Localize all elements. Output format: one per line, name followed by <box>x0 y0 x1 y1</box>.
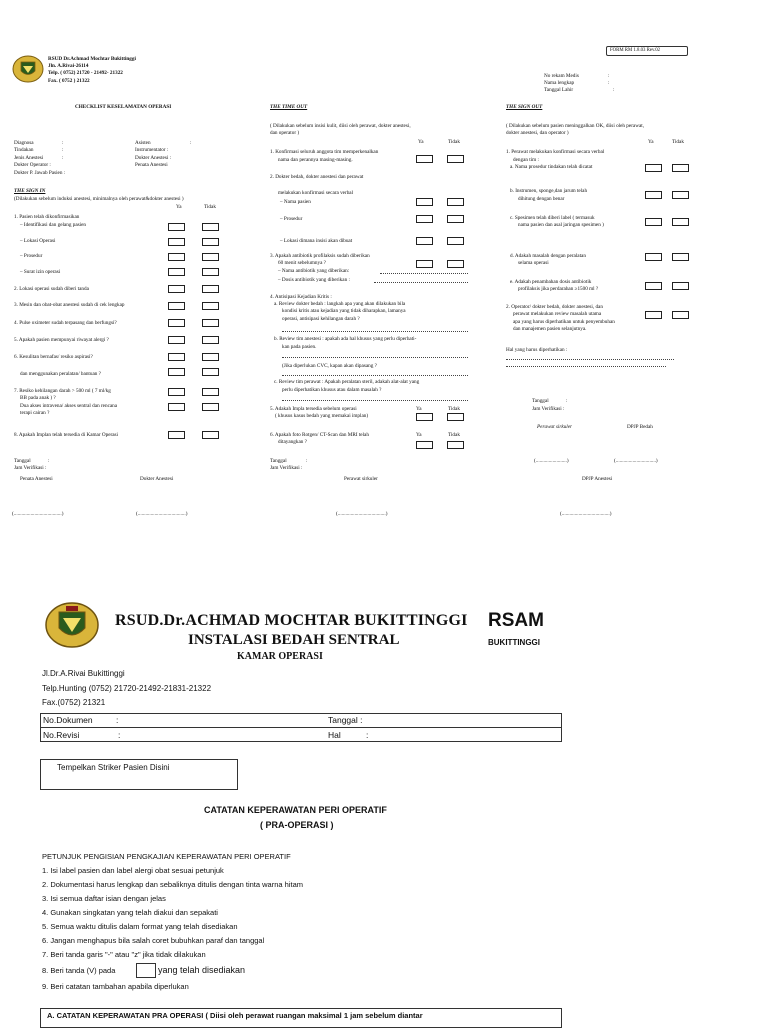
sign-out-sub-d-l2: selama operasi <box>518 260 549 266</box>
sign-out-tanggal-colon: : <box>566 398 568 404</box>
sign-out-item-2-l1: 2. Operator/ dokter bedah, dokter anestesi, dan <box>506 304 603 310</box>
sign-in-item-4: 4. Pulse oximeter sudah terpasang dan berfungsi? <box>14 320 117 326</box>
checkbox-ya-implan[interactable] <box>168 431 185 439</box>
time-out-heading: THE TIME OUT <box>270 104 308 110</box>
checkbox-tidak-tanda[interactable] <box>202 285 219 293</box>
checkbox-ya-foto[interactable] <box>416 441 433 449</box>
checkbox-tidak-prosedur-timeout[interactable] <box>447 215 464 223</box>
hal-label: Hal <box>328 730 341 740</box>
checkbox-tidak-alergi[interactable] <box>202 336 219 344</box>
antibiotik-dosis-line[interactable] <box>374 282 468 283</box>
time-out-item-5-l1: 5. Adakah Impla tersedia sebelum operasi <box>270 406 357 412</box>
time-out-tidak-header: Tidak <box>448 139 460 145</box>
field-dokter-pj: Dokter P. Jawab Pasien : <box>14 170 66 176</box>
cvc-line[interactable] <box>282 375 468 376</box>
sign-out-sig-line-b: (...............................) <box>614 458 658 464</box>
review-anestesi-line[interactable] <box>282 357 468 358</box>
checkbox-tidak-antibiotik[interactable] <box>447 260 464 268</box>
petunjuk-item-9: 9. Beri catatan tambahan apabila diperlukan <box>42 982 189 991</box>
field-tindakan-colon: : <box>62 147 64 153</box>
time-out-item-1-l1: 1. Konfirmasi seluruh anggota tim memperkenalkan <box>270 149 379 155</box>
checkbox-tidak-perkenalan[interactable] <box>447 155 464 163</box>
petunjuk-item-4: 4. Gunakan singkatan yang telah diakui dan sepakati <box>42 908 218 917</box>
bottom-address: Jl.Dr.A.Rivai Bukittinggi <box>42 669 125 678</box>
checkbox-tidak-surat-izin[interactable] <box>202 268 219 276</box>
petunjuk-check-box[interactable] <box>136 963 156 978</box>
time-out-item-1-l2: nama dan perannya masing-masing. <box>278 157 353 163</box>
checkbox-ya-lokasi-insisi[interactable] <box>416 237 433 245</box>
bottom-phone: Telp.Hunting (0752) 21720-21492-21831-21322 <box>42 684 212 693</box>
checkbox-tidak-dosis-tambah[interactable] <box>672 282 689 290</box>
time-out-note-l1: ( Dilakukan sebelum insisi kulit, diisi oleh perawat, dokter anestesi, <box>270 123 411 129</box>
checkbox-ya-bantuan[interactable] <box>168 368 185 376</box>
checkbox-ya-mesin[interactable] <box>168 302 185 310</box>
time-out-item-6-tidak: Tidak <box>448 432 460 438</box>
patient-name-colon: : <box>608 80 610 86</box>
checkbox-ya-instrumen[interactable] <box>645 191 662 199</box>
sign-out-sub-d-l1: d. Adakah masalah dengan peralatan <box>510 253 586 259</box>
checkbox-tidak-identifikasi[interactable] <box>202 223 219 231</box>
time-out-item-4a-l1: a. Review dokter bedah : langkah apa yang akan dilakukan bila <box>274 301 406 307</box>
rsam-logo-text: RSAM <box>488 610 544 631</box>
time-out-item-4a-l3: operasi, antisipasi kehilangan darah ? <box>282 316 360 322</box>
sign-out-sig-perawat: Perawat sirkuler <box>537 424 573 430</box>
checkbox-ya-review-masalah[interactable] <box>645 311 662 319</box>
patient-no-rm-colon: : <box>608 73 610 79</box>
checkbox-tidak-masalah-alat[interactable] <box>672 253 689 261</box>
field-diagnosa: Diagnosa <box>14 140 34 146</box>
checkbox-tidak-mesin[interactable] <box>202 302 219 310</box>
checkbox-tidak-nama-pasien[interactable] <box>447 198 464 206</box>
time-out-item-4: 4. Antisipasi Kejadian Kritis : <box>270 294 332 300</box>
checkbox-tidak-bantuan[interactable] <box>202 368 219 376</box>
checkbox-tidak-aspirasi[interactable] <box>202 353 219 361</box>
sign-in-item-1: 1. Pasien telah dikonfirmasikan <box>14 214 80 220</box>
checkbox-ya-masalah-alat[interactable] <box>645 253 662 261</box>
checkbox-tidak-lokasi[interactable] <box>202 238 219 246</box>
checkbox-tidak-spesimen[interactable] <box>672 218 689 226</box>
sign-out-sub-a: a. Nama prosedur tindakan telah dicatat <box>510 164 593 170</box>
sign-out-sub-c-l1: c. Spesimen telah diberi label ( termasuk <box>510 215 595 221</box>
small-hospital-fax: Fax. ( 0752 ) 21322 <box>48 78 90 84</box>
time-out-item-2-nama: – Nama pasien <box>280 199 311 205</box>
petunjuk-heading: PETUNJUK PENGISIAN PENGKAJIAN KEPERAWATAN PERI OPERATIF <box>42 852 291 861</box>
field-jenis-anestesi: Jenis Anestesi <box>14 155 44 161</box>
time-out-item-4b-l2: kan pada pasien. <box>282 344 317 350</box>
document-info-divider <box>41 727 561 728</box>
sticker-box[interactable] <box>40 759 238 790</box>
sign-out-sig-dpjp-bedah: DPJP Bedah <box>627 424 653 430</box>
kamar-title: KAMAR OPERASI <box>237 651 323 662</box>
time-out-item-3-l2: 60 menit sebelumnya ? <box>278 260 326 266</box>
sign-out-heading: THE SIGN OUT <box>506 104 543 110</box>
sign-out-sig-line-c: (.....................................) <box>560 511 612 517</box>
hal-line-2[interactable] <box>506 366 666 367</box>
checkbox-tidak-lokasi-insisi[interactable] <box>447 237 464 245</box>
time-out-note-l2: dan operator ) <box>270 130 300 136</box>
sign-in-sig-line-2: (.....................................) <box>136 511 188 517</box>
petunjuk-item-5: 5. Semua waktu ditulis dalam format yang telah disediakan <box>42 922 238 931</box>
time-out-tanggal: Tanggal <box>270 458 287 464</box>
small-hospital-address: Jln. A.Rivai-26114 <box>48 63 89 69</box>
form-code-box <box>606 46 688 56</box>
checkbox-ya-aspirasi[interactable] <box>168 353 185 361</box>
petunjuk-item-2: 2. Dokumentasi harus lengkap dan sebaliknya ditulis dengan tinta warna hitam <box>42 880 303 889</box>
checkbox-ya-spesimen[interactable] <box>645 218 662 226</box>
checkbox-ya-antibiotik[interactable] <box>416 260 433 268</box>
field-diagnosa-colon: : <box>62 140 64 146</box>
time-out-item-2: 2. Dokter bedah, dokter anestesi dan perawat <box>270 174 364 180</box>
checkbox-ya-alergi[interactable] <box>168 336 185 344</box>
sign-in-item-1d: – Surat izin operasi <box>20 269 61 275</box>
field-instrumentator: Instrumentator : <box>135 147 169 153</box>
hospital-logo-icon <box>12 54 44 84</box>
checkbox-ya-darah[interactable] <box>168 388 185 396</box>
hospital-title: RSUD.Dr.ACHMAD MOCHTAR BUKITTINGGI <box>115 612 468 629</box>
field-tindakan: Tindakan <box>14 147 34 153</box>
sign-in-tidak-header: Tidak <box>204 204 216 210</box>
checkbox-tidak-review-masalah[interactable] <box>672 311 689 319</box>
time-out-item-2b: melakukan konfirmasi secara verbal <box>278 190 354 196</box>
checkbox-tidak-darah[interactable] <box>202 388 219 396</box>
hal-line-1[interactable] <box>506 359 674 360</box>
sign-in-item-3: 3. Mesin dan obat-obat anestesi sudah di cek lengkap <box>14 302 125 308</box>
form-code: FORM RM 1.8.03 Rev.02 <box>610 48 661 53</box>
sign-in-sig-penata: Penata Anestesi <box>20 476 53 482</box>
time-out-item-4a-l2: kondisi kritis atau kejadian yang tidak diharapkan, lamanya <box>282 308 406 314</box>
sign-out-hal: Hal yang harus diperhatikan : <box>506 347 568 353</box>
checklist-title: CHECKLIST KESELAMATAN OPERASI <box>75 104 172 110</box>
sign-in-item-6: 6. Kesulitan bernafas/ resiko aspirasi? <box>14 354 93 360</box>
time-out-item-3-l1: 3. Apakah antibiotik profilaksis sudah diberikan <box>270 253 370 259</box>
checkbox-ya-akses[interactable] <box>168 403 185 411</box>
sign-in-item-7-l4: terapi cairan ? <box>20 410 50 416</box>
time-out-item-4b-l1: b. Review tim anestesi : apakah ada hal khusus yang perlu diperhati- <box>274 336 417 342</box>
sign-out-tidak-header: Tidak <box>672 139 684 145</box>
sign-out-ya-header: Ya <box>648 139 654 145</box>
time-out-item-4c-l1: c. Review tim perawat : Apakah peralatan steril, adakah alat-alat yang <box>274 379 420 385</box>
checkbox-tidak-akses[interactable] <box>202 403 219 411</box>
petunjuk-item-8a: 8. Beri tanda (V) pada <box>42 966 116 975</box>
time-out-item-5-ya: Ya <box>416 406 422 412</box>
sign-out-tanggal: Tanggal <box>532 398 549 404</box>
field-asisten: Asisten <box>135 140 151 146</box>
checkbox-ya-impla[interactable] <box>416 413 433 421</box>
time-out-sig-line: (.....................................) <box>336 511 388 517</box>
sign-in-item-7-l2: BB pada anak ) ? <box>20 395 56 401</box>
time-out-antibiotik-dosis: – Dosis antibiotik yang diberikan : <box>278 277 350 283</box>
no-dokumen-label: No.Dokumen <box>43 715 93 725</box>
sign-in-item-1c: – Prosedur <box>20 253 43 259</box>
sign-in-tanggal-colon: : <box>48 458 50 464</box>
patient-no-rm-label: No rekam Medis <box>544 73 579 79</box>
checkbox-ya-prosedur-timeout[interactable] <box>416 215 433 223</box>
sign-in-item-2: 2. Lokasi operasi sudah diberi tanda <box>14 286 89 292</box>
field-dokter-anestesi: Dokter Anestesi : <box>135 155 172 161</box>
checkbox-ya-dosis-tambah[interactable] <box>645 282 662 290</box>
sign-in-sig-line-1: (.....................................) <box>12 511 64 517</box>
field-penata-anestesi: Penata Anestesi <box>135 162 168 168</box>
checkbox-tidak-instrumen[interactable] <box>672 191 689 199</box>
sign-in-item-5: 5. Apakah pasien mempunyai riwayat alergi ? <box>14 337 109 343</box>
patient-dob-colon: : <box>613 87 615 93</box>
no-revisi-label: No.Revisi <box>43 730 80 740</box>
checkbox-ya-nama-pasien[interactable] <box>416 198 433 206</box>
section-a-box <box>40 1008 562 1028</box>
sign-out-sig-dpjp-anestesi: DPJP Anestesi <box>582 476 613 482</box>
sign-out-note-l1: ( Dilakukan sebelum pasien meninggalkan OK, diisi oleh perawat, <box>506 123 645 129</box>
sign-in-jam: Jam Verifikasi : <box>14 465 47 471</box>
sign-out-item-2-l4: dan manajemen pasien selanjutnya. <box>513 326 587 332</box>
time-out-ya-header: Ya <box>418 139 424 145</box>
checkbox-ya-lokasi[interactable] <box>168 238 185 246</box>
checkbox-ya-tanda[interactable] <box>168 285 185 293</box>
petunjuk-item-6: 6. Jangan menghapus bila salah coret bubuhkan paraf dan tanggal <box>42 936 265 945</box>
field-asisten-colon: : <box>190 140 192 146</box>
antibiotik-nama-line[interactable] <box>380 273 468 274</box>
sign-out-jam: Jam Verifikasi : <box>532 406 565 412</box>
time-out-item-4b2: (Jika diperlukan CVC, kapan akan dipasang ? <box>282 363 377 369</box>
sign-in-item-7-l1: 7. Resiko kehilangan darah > 500 ml ( 7 ml/kg <box>14 388 111 394</box>
time-out-sig-perawat: Perawat sirkuler <box>344 476 378 482</box>
sign-in-item-1b: – Lokasi Operasi <box>20 238 56 244</box>
petunjuk-item-8b: yang telah disediakan <box>158 965 246 975</box>
sign-in-note: (Dilakukan sebelum induksi anestesi, minimalnya oleh perawat&dokter anestesi ) <box>14 196 184 202</box>
sign-out-sub-b-l1: b. Instrumen, sponge,dan jarum telah <box>510 188 588 194</box>
sign-in-item-6b: dan menggunakan peralatan/ bantuan ? <box>20 371 101 377</box>
checkbox-ya-surat-izin[interactable] <box>168 268 185 276</box>
sign-out-sub-e-l2: profilaksis jika perdarahan ≥1500 ml ? <box>518 286 599 292</box>
time-out-tanggal-colon: : <box>306 458 308 464</box>
sign-in-item-7-l3: Dua akses intravena/ akses sentral dan rencana <box>20 403 118 409</box>
sign-out-sig-line-a: (........................) <box>534 458 569 464</box>
petunjuk-item-3: 3. Isi semua daftar isian dengan jelas <box>42 894 166 903</box>
bottom-fax: Fax.(0752) 21321 <box>42 698 106 707</box>
review-bedah-line[interactable] <box>282 331 468 332</box>
checkbox-ya-prosedur-dicatat[interactable] <box>645 164 662 172</box>
sign-out-item-2-l2: perawat melakukan review masalah utama <box>513 311 602 317</box>
sign-out-sub-c-l2: nama pasien dan asal jaringan spesimen ) <box>518 222 604 228</box>
sign-in-tanggal: Tanggal <box>14 458 31 464</box>
sign-out-sub-e-l1: e. Adakah penambahan dosis antibiotik <box>510 279 592 285</box>
checkbox-ya-perkenalan[interactable] <box>416 155 433 163</box>
form-subtitle: ( PRA-OPERASI ) <box>260 820 334 830</box>
form-title: CATATAN KEPERAWATAN PERI OPERATIF <box>204 805 387 815</box>
tanggal-label: Tanggal : <box>328 715 363 725</box>
sign-in-sig-dokter: Dokter Anestesi <box>140 476 174 482</box>
section-a-title: A. CATATAN KEPERAWATAN PRA OPERASI ( Diisi oleh perawat ruangan maksimal 1 jam sebelum diantar <box>47 1011 423 1020</box>
sign-out-item-1-l1: 1. Perawat melakukan konfirmasi secara verbal <box>506 149 605 155</box>
field-dokter-operator: Dokter Operator : <box>14 162 51 168</box>
checkbox-tidak-oximeter[interactable] <box>202 319 219 327</box>
checkbox-tidak-implan[interactable] <box>202 431 219 439</box>
sign-in-item-8: 8. Apakah Implan telah tersedia di Kamar Operasi <box>14 432 119 438</box>
hospital-emblem-icon <box>44 600 100 650</box>
patient-dob-label: Tanggal Lahir <box>544 87 574 93</box>
time-out-item-2-prosedur: – Prosedur <box>280 216 303 222</box>
small-hospital-name: RSUD Dr.Achmad Mochtar Bukittinggi <box>48 56 136 62</box>
sign-out-sub-b-l2: dihitung dengan benar <box>518 196 565 202</box>
time-out-item-4c-l2: perlu diperhatikan khusus atau dalam masalah ? <box>282 387 382 393</box>
patient-name-label: Nama lengkap <box>544 80 575 86</box>
no-revisi-colon: : <box>118 730 121 740</box>
field-jenis-anestesi-colon: : <box>62 155 64 161</box>
sign-out-item-2-l3: apa yang harus diperhatikan untuk penyembuhan <box>513 319 615 325</box>
no-dokumen-colon: : <box>116 715 119 725</box>
checkbox-tidak-prosedur[interactable] <box>202 253 219 261</box>
instalasi-title: INSTALASI BEDAH SENTRAL <box>188 632 400 648</box>
sign-in-heading: THE SIGN IN <box>14 188 46 194</box>
checkbox-ya-identifikasi[interactable] <box>168 223 185 231</box>
checkbox-tidak-prosedur-dicatat[interactable] <box>672 164 689 172</box>
time-out-antibiotik-nama: – Nama antibiotik yang diberikan: <box>278 268 350 274</box>
small-hospital-phone: Telp. ( 0752) 21720 - 21492- 21322 <box>48 70 123 76</box>
time-out-item-5-l2: ( khusus kasus bedah yang memakai implan) <box>275 413 369 419</box>
sign-in-ya-header: Ya <box>176 204 182 210</box>
checkbox-ya-oximeter[interactable] <box>168 319 185 327</box>
petunjuk-item-1: 1. Isi label pasien dan label alergi obat sesuai petunjuk <box>42 866 224 875</box>
checkbox-tidak-foto[interactable] <box>447 441 464 449</box>
hal-colon: : <box>366 730 369 740</box>
sticker-label: Tempelkan Striker Pasien Disini <box>57 763 170 772</box>
sign-in-item-1a: – Identifikasi dan gelang pasien <box>20 222 86 228</box>
petunjuk-item-7: 7. Beri tanda garis "-" atau "z" jika tidak dilakukan <box>42 950 206 959</box>
rsam-logo-sub: BUKITTINGGI <box>488 638 540 647</box>
sign-out-item-1-l2: dengan tim : <box>513 157 539 163</box>
review-perawat-line[interactable] <box>282 400 468 401</box>
time-out-jam: Jam Verifikasi : <box>270 465 303 471</box>
checkbox-ya-prosedur[interactable] <box>168 253 185 261</box>
sign-out-note-l2: dokter anestesi, dan operator ) <box>506 130 569 136</box>
time-out-item-5-tidak: Tidak <box>448 406 460 412</box>
time-out-item-6-ya: Ya <box>416 432 422 438</box>
checkbox-tidak-impla[interactable] <box>447 413 464 421</box>
time-out-item-6-l1: 6. Apakah foto Rotgen/ CT-Scan dan MRI telah <box>270 432 369 438</box>
time-out-item-6-l2: ditayangkan ? <box>278 439 307 445</box>
time-out-item-2-lokasi: – Lokasi dimana insisi akan dibuat <box>280 238 353 244</box>
